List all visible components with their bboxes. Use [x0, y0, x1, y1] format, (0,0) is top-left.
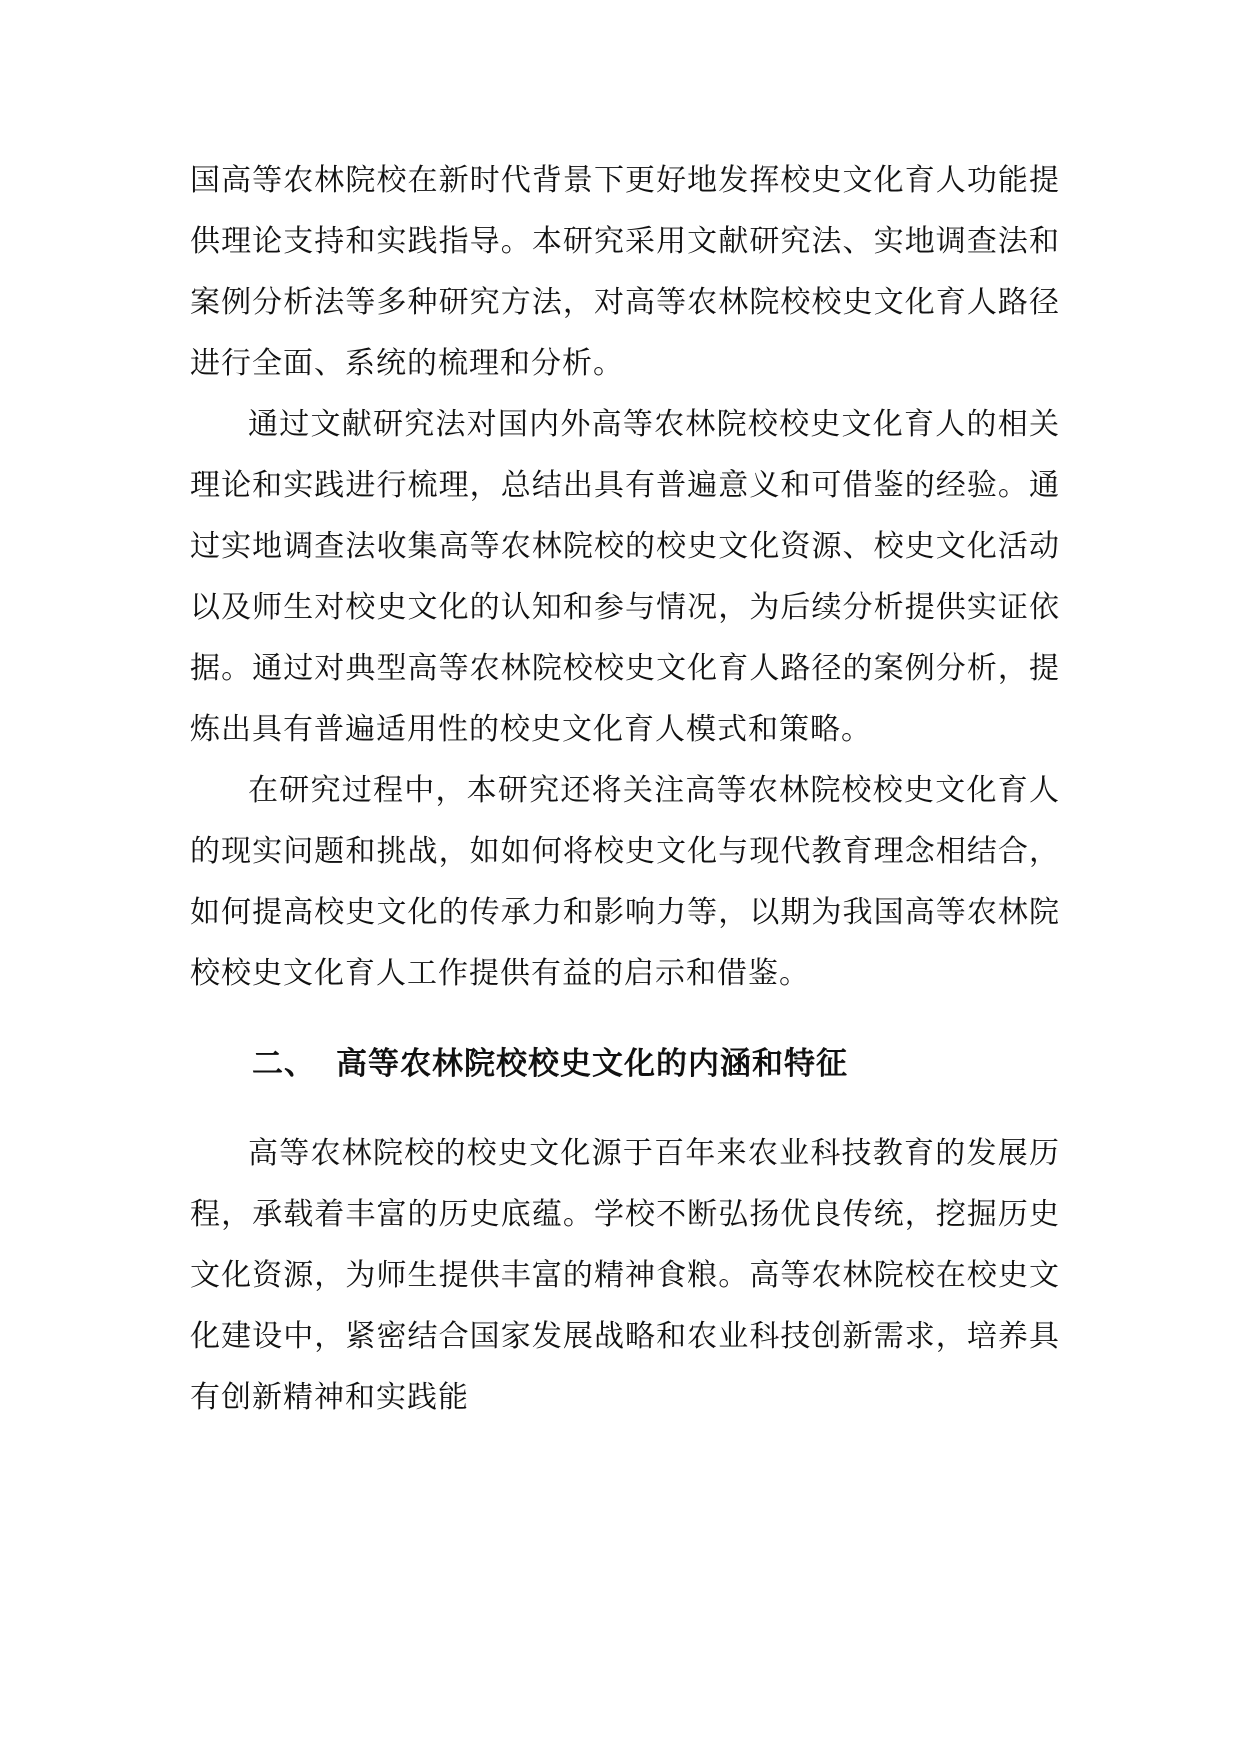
paragraph-research-methods: 通过文献研究法对国内外高等农林院校校史文化育人的相关理论和实践进行梳理，总结出具有普遍意义和可借鉴的经验。通过实地调查法收集高等农林院校的校史文化资源、校史文化活动以及师生对校史文化的认知和参与情况，为后续分析提供实证依据。通过对典型高等农林院校校史文化育人路径的案例分析，提炼出具有普遍适用性的校史文化育人模式和策略。 — [190, 407, 1060, 747]
section-title: 高等农林院校校史文化的内涵和特征 — [336, 1046, 848, 1082]
paragraph-section-intro: 高等农林院校的校史文化源于百年来农业科技教育的发展历程，承载着丰富的历史底蕴。学校不断弘扬优良传统，挖掘历史文化资源，为师生提供丰富的精神食粮。高等农林院校在校史文化建设中，紧密结合国家发展战略和农业科技创新需求，培养具有创新精神和实践能 — [190, 1136, 1060, 1415]
paragraph-continued: 国高等农林院校在新时代背景下更好地发挥校史文化育人功能提供理论支持和实践指导。本研究采用文献研究法、实地调查法和案例分析法等多种研究方法，对高等农林院校校史文化育人路径进行全面、系统的梳理和分析。 — [190, 163, 1060, 381]
paragraph-research-focus: 在研究过程中，本研究还将关注高等农林院校校史文化育人的现实问题和挑战，如如何将校史文化与现代教育理念相结合，如何提高校史文化的传承力和影响力等，以期为我国高等农林院校校史文化育人工作提供有益的启示和借鉴。 — [190, 773, 1060, 991]
section-number: 二、 — [252, 1046, 316, 1082]
document-body — [190, 150, 1060, 1428]
section-heading — [190, 1034, 1060, 1095]
